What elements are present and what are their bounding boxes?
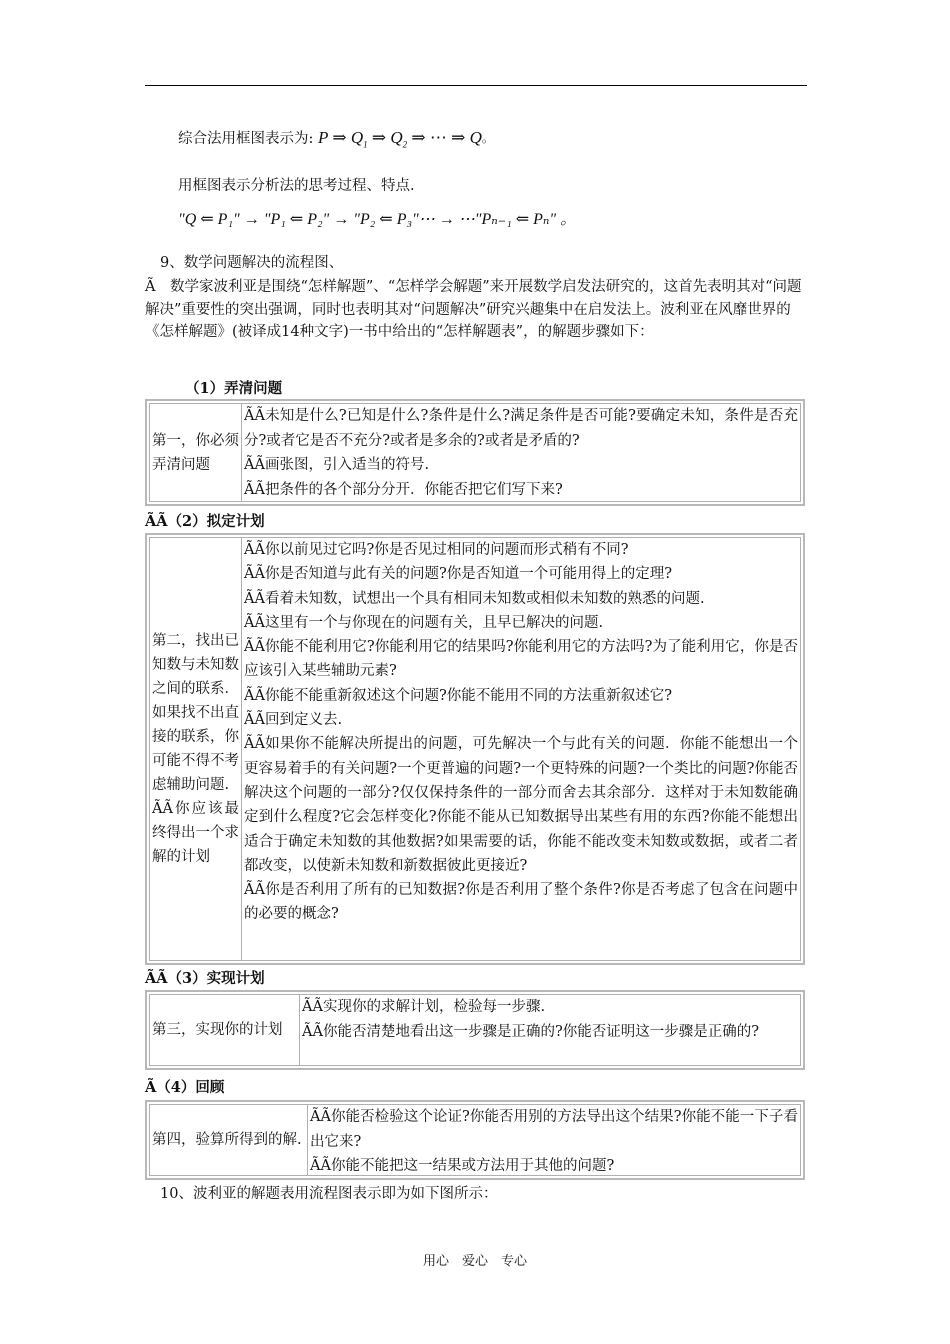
item9-paragraph: Ã 数学家波利亚是围绕“怎样解题”、“怎样学会解题”来开展数学启发法研究的，这首先表明其对“问题解决”重要性的突出强调，同时也表明其对“问题解决”研究兴趣集中在启发法上。波利亚在风靡世界的《怎样解题》(被译成14种文字)一书中给出的“怎样解题表”，的解题步骤如下： bbox=[145, 279, 802, 340]
section2-row: ÃÃ你以前见过它吗?你是否见过相同的问题而形式稍有不同? bbox=[244, 542, 629, 558]
section3-row: ÃÃ你能否清楚地看出这一步骤是正确的?你能否证明这一步骤是正确的? bbox=[302, 1023, 759, 1040]
analysis-intro: 用框图表示分析法的思考过程、特点. bbox=[178, 178, 415, 194]
section2-row: ÃÃ这里有一个与你现在的问题有关，且早已解决的问题. bbox=[244, 614, 604, 631]
section4-table bbox=[145, 1100, 805, 1180]
header-rule bbox=[145, 85, 807, 86]
section3-row: ÃÃ实现你的求解计划，检验每一步骤. bbox=[302, 999, 546, 1015]
section3-right bbox=[300, 995, 800, 1065]
section4-heading: Ã（4）回顾 bbox=[145, 1079, 225, 1096]
section2-row: ÃÃ如果你不能解决所提出的问题，可先解决一个与此有关的问题．你能不能想出一个更容易着手的有关问题?一个更普遍的问题?一个更特殊的问题?一个类比的问题?你能否解决这个问题的一部分?仅仅保持条件的一部分而舍去其余部分．这样对于未知数能确定到什么程度?它会怎样变化?你能不能从已知数据导出某些有用的东西?你能不能想出适合于确定未知数的其他数据?如果需要的话，你能不能改变未知数或数据，或者二者都改变，以使新未知数和新数据彼此更接近? bbox=[244, 736, 798, 874]
section4-left: 第四，验算所得到的解. bbox=[150, 1105, 308, 1175]
section1-row: ÃÃ画张图，引入适当的符号. bbox=[244, 457, 430, 473]
section3-heading: ÃÃ（3）实现计划 bbox=[145, 970, 265, 987]
page-footer: 用心 爱心 专心 bbox=[422, 1254, 527, 1269]
section2-row: ÃÃ回到定义去. bbox=[244, 712, 343, 729]
section2-row: ÃÃ你能不能利用它?你能利用它的结果吗?你能利用它的方法吗?为了能利用它，你是否应该引入某些辅助元素? bbox=[244, 639, 798, 680]
section4-row: ÃÃ你能否检验这个论证?你能否用别的方法导出这个结果?你能不能一下子看出它来? bbox=[310, 1109, 798, 1150]
section2-table bbox=[145, 533, 805, 965]
section1-right bbox=[242, 404, 800, 501]
item10: 10、波利亚的解题表用流程图表示即为如下图所示： bbox=[160, 1186, 498, 1202]
section2-left bbox=[150, 538, 242, 960]
section2-row: ÃÃ你能不能重新叙述这个问题?你能不能用不同的方法重新叙述它? bbox=[244, 687, 672, 704]
section1-row: ÃÃ未知是什么?已知是什么?条件是什么?满足条件是否可能?要确定未知，条件是否充分?或者它是否不充分?或者是多余的?或者是矛盾的? bbox=[244, 408, 798, 449]
synthesis-line bbox=[178, 128, 494, 154]
section2-row: ÃÃ你是否知道与此有关的问题?你是否知道一个可能用得上的定理? bbox=[244, 566, 672, 583]
section2-left-text: 第二，找出已知数与未知数之间的联系．如果找不出直接的联系，你可能不得不考虑辅助问题. bbox=[152, 633, 239, 793]
section4-row: ÃÃ你能不能把这一结果或方法用于其他的问题? bbox=[310, 1158, 615, 1174]
section1-row: ÃÃ把条件的各个部分分开．你能否把它们写下来? bbox=[244, 481, 563, 498]
section1-heading: （1）弄清问题 bbox=[185, 380, 283, 397]
section3-table bbox=[145, 990, 805, 1070]
synthesis-formula: P ⇒ $Q_1$ ⇒ $Q_2$ ⇒ ⋯ ⇒ Q。 bbox=[318, 128, 494, 150]
section2-heading: ÃÃ（2）拟定计划 bbox=[145, 513, 265, 530]
analysis-formula: "Q ⇐ P₁" → "P₁ ⇐ P₂" → "P₂ ⇐ P₃"⋯ → ⋯"Pₙ₋₁ ⇐ Pₙ" 。 bbox=[178, 211, 577, 228]
section4-right bbox=[308, 1105, 800, 1175]
section1-table bbox=[145, 399, 805, 506]
section2-row: ÃÃ你是否利用了所有的已知数据?你是否利用了整个条件?你是否考虑了包含在问题中的必要的概念? bbox=[244, 882, 798, 923]
section1-left: 第一，你必须弄清问题 bbox=[150, 404, 242, 501]
section3-left: 第三，实现你的计划 bbox=[150, 995, 300, 1065]
item9-title: 9、数学问题解决的流程图、 bbox=[160, 255, 344, 271]
section2-right bbox=[242, 538, 800, 960]
synthesis-label: 综合法用框图表示为: bbox=[178, 131, 314, 147]
section2-row: ÃÃ看着未知数，试想出一个具有相同未知数或相似未知数的熟悉的问题. bbox=[244, 590, 705, 607]
section2-left-text2: ÃÃ你应该最终得出一个求解的计划 bbox=[152, 801, 239, 865]
